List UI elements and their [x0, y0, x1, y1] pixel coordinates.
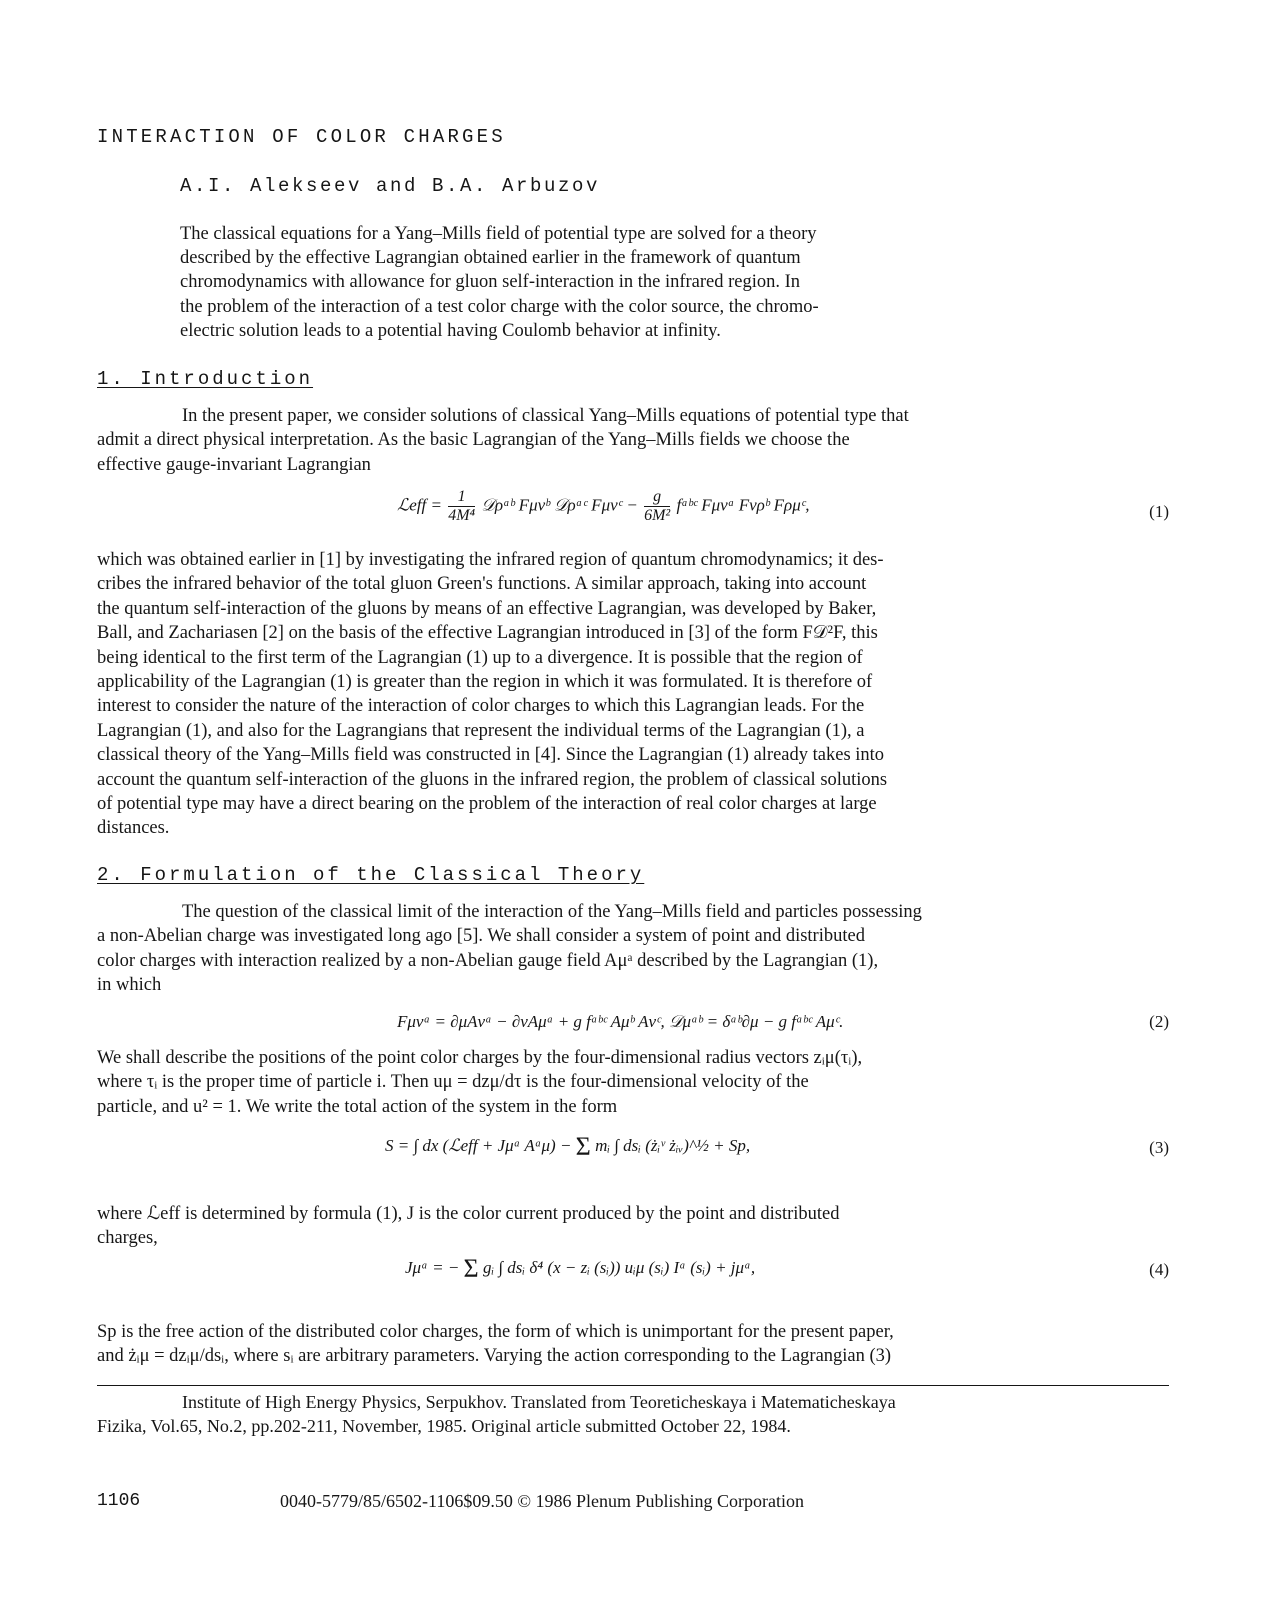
- footnote-line: Fizika, Vol.65, No.2, pp.202-211, November, 1985. Original article submitted October 22, 1984.: [97, 1416, 791, 1436]
- text-line: applicability of the Lagrangian (1) is greater than the region in which it was formulated. It is therefore of: [97, 672, 873, 693]
- text-line: In the present paper, we consider solutions of classical Yang–Mills equations of potential type that: [182, 406, 909, 426]
- text-line: account the quantum self-interaction of the gluons in the infrared region, the problem of classical solutions: [97, 769, 888, 790]
- eq4-part-b: gᵢ ∫ dsᵢ δ⁴ (x − zᵢ (sᵢ)) uᵢμ (sᵢ) Iᵃ (sᵢ) + jμᵃ,: [482, 1257, 756, 1277]
- text-line: Ball, and Zachariasen [2] on the basis of the effective Lagrangian introduced in [3] of the form F𝒟²F, this: [97, 623, 878, 644]
- text-line: Lagrangian (1), and also for the Lagrangians that represent the individual terms of the Lagrangian (1), a: [97, 720, 865, 741]
- sum-symbol: Σ: [463, 1254, 479, 1283]
- equation-1: [97, 488, 1169, 532]
- abstract: [180, 222, 1030, 343]
- section-2-paragraph-4: [97, 1320, 1169, 1369]
- equation-3-number: (3): [1149, 1138, 1169, 1157]
- section-1-paragraph-2: [97, 548, 1169, 841]
- text-line: color charges with interaction realized by a non-Abelian gauge field Aμᵃ described by the Lagrangian (1),: [97, 950, 879, 971]
- paper-authors: A.I. Alekseev and B.A. Arbuzov: [180, 175, 601, 197]
- text-line: being identical to the first term of the Lagrangian (1) up to a divergence. It is possible that the region of: [97, 647, 863, 668]
- text-line: the quantum self-interaction of the gluons by means of an effective Lagrangian, was developed by Baker,: [97, 598, 877, 619]
- page-number: 1106: [97, 1491, 141, 1511]
- abstract-line: described by the effective Lagrangian obtained earlier in the framework of quantum: [180, 248, 801, 269]
- abstract-line: electric solution leads to a potential having Coulomb behavior at infinity.: [180, 320, 721, 341]
- section-2-paragraph-1: [97, 900, 1169, 998]
- eq1-term-1: 𝒟ρᵃᵇ Fμνᵇ 𝒟ρᵃᶜ Fμνᶜ −: [481, 495, 643, 515]
- text-line: The question of the classical limit of the interaction of the Yang–Mills field and particles possessing: [182, 902, 922, 922]
- eq2-formula: Fμνᵃ = ∂μAνᵃ − ∂νAμᵃ + g fᵃᵇᶜ Aμᵇ Aνᶜ, 𝒟μᵃᵇ = δᵃᵇ∂μ − g fᵃᵇᶜ Aμᶜ.: [397, 1012, 844, 1031]
- text-line: in which: [97, 975, 162, 996]
- section-2-paragraph-3: [97, 1202, 1169, 1251]
- sum-symbol: Σ: [575, 1132, 591, 1161]
- text-line: and żᵢμ = dzᵢμ/dsᵢ, where sᵢ are arbitrary parameters. Varying the action corresponding to the Lagrangian (3): [97, 1346, 892, 1367]
- text-line: We shall describe the positions of the point color charges by the four-dimensional radius vectors zᵢμ(τᵢ),: [97, 1048, 863, 1068]
- text-line: cribes the infrared behavior of the total gluon Green's functions. A similar approach, taking into account: [97, 574, 867, 595]
- footnote-line: Institute of High Energy Physics, Serpukhov. Translated from Teoreticheskaya i Matematicheskaya: [182, 1392, 896, 1412]
- abstract-line: chromodynamics with allowance for gluon self-interaction in the infrared region. In: [180, 272, 801, 293]
- text-line: distances.: [97, 818, 170, 839]
- eq4-part-a: Jμᵃ = −: [405, 1257, 464, 1277]
- equation-2: [97, 1004, 1169, 1048]
- equation-4-number: (4): [1149, 1260, 1169, 1279]
- eq3-part-a: S = ∫ dx (ℒeff + Jμᵃ Aᵃμ) −: [385, 1135, 576, 1155]
- text-line: interest to consider the nature of the interaction of color charges to which this Lagrangian leads. For the: [97, 696, 865, 717]
- text-line: effective gauge-invariant Lagrangian: [97, 454, 371, 475]
- text-line: classical theory of the Yang–Mills field was constructed in [4]. Since the Lagrangian (1) already takes into: [97, 745, 885, 766]
- section-1-paragraph-1: [97, 404, 1169, 477]
- footnote-rule: [97, 1385, 1169, 1386]
- eq3-part-b: mᵢ ∫ dsᵢ (żᵢᵛ żᵢᵥ)^½ + Sp,: [595, 1135, 751, 1155]
- text-line: where τᵢ is the proper time of particle i. Then uμ = dzμ/dτ is the four-dimensional velocity of the: [97, 1072, 809, 1093]
- text-line: which was obtained earlier in [1] by investigating the infrared region of quantum chromodynamics; it des-: [97, 550, 884, 570]
- equation-4: [97, 1252, 1169, 1296]
- text-line: Sp is the free action of the distributed color charges, the form of which is unimportant for the present paper,: [97, 1322, 894, 1342]
- equation-1-number: (1): [1149, 502, 1169, 521]
- text-line: charges,: [97, 1228, 158, 1249]
- eq1-fraction-1: $\frac{1}{\text{4M⁴}}$: [448, 488, 476, 524]
- eq1-fraction-2: $\frac{g}{\text{6M²}}$: [644, 488, 671, 524]
- abstract-line: the problem of the interaction of a test color charge with the color source, the chromo-: [180, 296, 819, 317]
- equation-2-number: (2): [1149, 1012, 1169, 1031]
- equation-3: [97, 1130, 1169, 1174]
- footnote: [97, 1390, 1169, 1438]
- eq1-term-2: fᵃᵇᶜ Fμνᵃ Fνρᵇ Fρμᶜ,: [676, 495, 810, 515]
- paper-title: INTERACTION OF COLOR CHARGES: [97, 126, 506, 148]
- section-1-heading: 1. Introduction: [97, 368, 314, 390]
- text-line: particle, and u² = 1. We write the total action of the system in the form: [97, 1096, 618, 1117]
- abstract-line: The classical equations for a Yang–Mills field of potential type are solved for a theory: [180, 224, 817, 244]
- text-line: where ℒeff is determined by formula (1), J is the color current produced by the point and distributed: [97, 1204, 840, 1224]
- eq1-lhs: ℒeff =: [397, 495, 447, 515]
- section-2-heading: 2. Formulation of the Classical Theory: [97, 864, 645, 886]
- text-line: of potential type may have a direct bearing on the problem of the interaction of real color charges at large: [97, 794, 877, 815]
- text-line: a non-Abelian charge was investigated long ago [5]. We shall consider a system of point and distributed: [97, 926, 865, 947]
- section-2-paragraph-2: [97, 1046, 1169, 1119]
- text-line: admit a direct physical interpretation. As the basic Lagrangian of the Yang–Mills fields we choose the: [97, 430, 850, 451]
- copyright-line: 0040-5779/85/6502-1106$09.50 © 1986 Plenum Publishing Corporation: [280, 1491, 805, 1511]
